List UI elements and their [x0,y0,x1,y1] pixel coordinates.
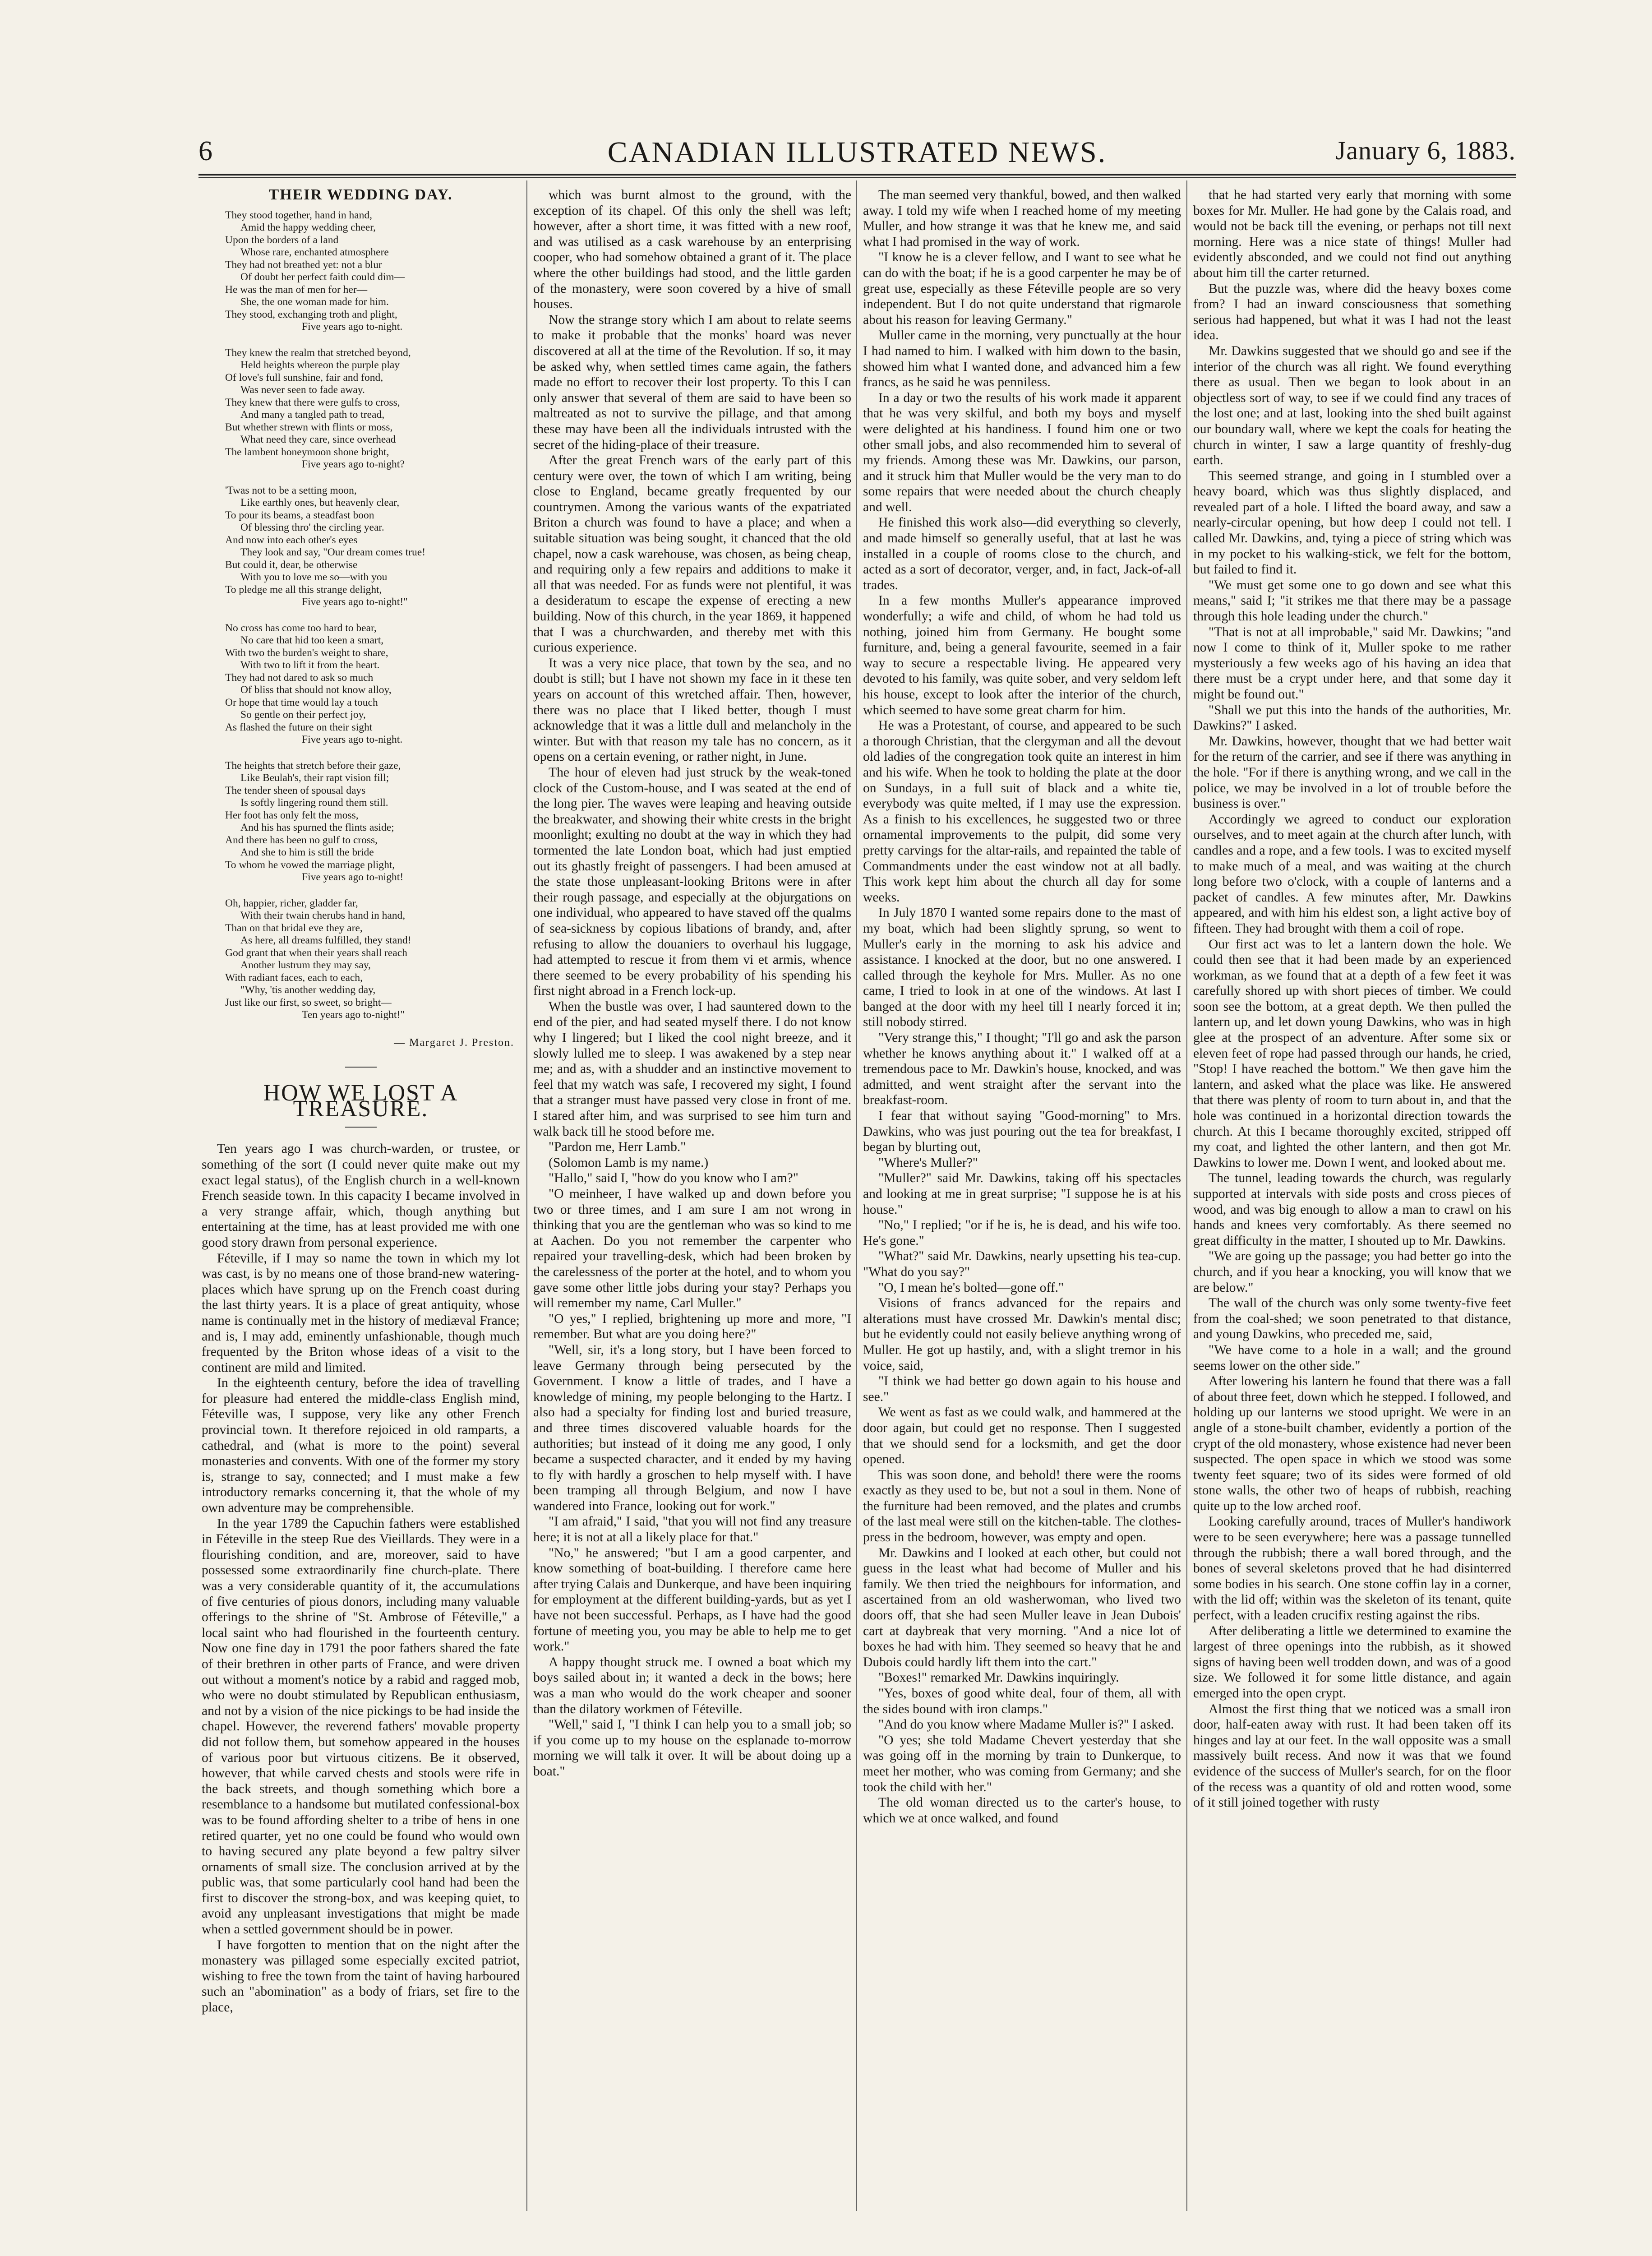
poem-line: Was never seen to fade away. [240,384,365,396]
story-paragraph: "Shall we put this into the hands of the authorities, Mr. Dawkins?" I asked. [1193,703,1511,733]
poem-line: And many a tangled path to tread, [240,409,385,421]
poem-line: The heights that stretch before their gaze, [225,759,401,772]
column-divider [526,180,527,2211]
story-paragraph: Accordingly we agreed to conduct our exploration ourselves, and to meet again at the church after lunch, with candles and a rope, and a few tools. I was to excited myself to make much of a meal, and was waiting at the church long before two o'clock, with a couple of lanterns and a packet of candles. A few minutes after, Mr. Dawkins appeared, and with him his eldest son, a light active boy of fifteen. They had brought with them a coil of rope. [1193,812,1511,936]
story-paragraph: This seemed strange, and going in I stumbled over a heavy board, which was thus slightly displaced, and revealed part of a hole. I lifted the board away, and saw a nearly-circular opening, but how deep I could not tell. I called Mr. Dawkins, and, tying a piece of string which was in my pocket to his walking-stick, we felt for the bottom, but failed to find it. [1193,468,1511,577]
story-paragraph: "We must get some one to go down and see what this means," said I; "it strikes me that there may be a passage through this hole leading under the church." [1193,578,1511,624]
story-paragraph: "Muller?" said Mr. Dawkins, taking off his spectacles and looking at me in great surprise; "I suppose he is at his house." [863,1171,1181,1217]
story-paragraph: Looking carefully around, traces of Muller's handiwork were to be seen everywhere; here was a passage tunnelled through the rubbish; there a wall bored through, and the bones of several skeletons proved that he had disinterred some bodies in his search. One stone coffin lay in a corner, with the lid off; within was the skeleton of its tenant, quite perfect, with a leaden crucifix resting against the ribs. [1193,1514,1511,1623]
poem-line: What need they care, since overhead [240,434,396,446]
story-paragraph: "Very strange this," I thought; "I'll go and ask the parson whether he knows anything about it." I walked off at a tremendous pace to Mr. Dawkin's house, knocked, and was admitted, and went straight after the servant into the breakfast-room. [863,1031,1181,1108]
poem-line: Whose rare, enchanted atmosphere [240,246,389,259]
poem-line: As here, all dreams fulfilled, they stand! [240,934,411,947]
poem-line: Or hope that time would lay a touch [225,696,378,708]
story-title: HOW WE LOST A TREASURE. [263,1080,458,1122]
story-paragraph: (Solomon Lamb is my name.) [549,1155,709,1170]
poem-author: — Margaret J. Preston. [394,1036,514,1049]
page-header [198,135,1516,176]
story-paragraph: The tunnel, leading towards the church, was regularly supported at intervals with side posts and cross pieces of wood, and was big enough to allow a man to crawl on his hands and knees very comfortably. As there seemed no great difficulty in the matter, I shouted up to Mr. Dawkins. [1193,1171,1511,1248]
story-paragraph: After the great French wars of the early part of this century were over, the town of which I am writing, being close to England, became greatly frequented by our countrymen. Among the various wants of the expatriated Briton a church was found to have a place; and when a suitable situation was being sought, it chanced that the old chapel, now a cask warehouse, was chosen, as being cheap, and requiring only a few repairs and additions to make it all that was needed. For as funds were not plentiful, it was a desideratum to escape the expense of erecting a new building. Now of this church, in the year 1869, it happened that I was a churchwarden, and thereby met with this curious experience. [533,453,851,655]
poem-line: Her foot has only felt the moss, [225,809,359,821]
poem-line: With two the burden's weight to share, [225,647,388,659]
poem-line: Of love's full sunshine, fair and fond, [225,371,383,384]
poem-line: Amid the happy wedding cheer, [240,222,376,234]
story-paragraph: The man seemed very thankful, bowed, and then walked away. I told my wife when I reached home of my meeting Muller, and how strange it was that he knew me, and said what I had promised in the way of work. [863,188,1181,249]
story-paragraph: "We have come to a hole in a wall; and the ground seems lower on the other side." [1193,1342,1511,1373]
poem-line: The tender sheen of spousal days [225,784,366,796]
poem-line: They stood, exchanging troth and plight, [225,308,397,320]
poem-line: And she to him is still the bride [240,846,374,859]
story-text-col4 [1193,187,1511,1811]
poem-line: To pledge me all this strange delight, [225,583,382,596]
story-text-col1 [202,1141,520,2015]
poem-line: Upon the borders of a land [225,234,339,246]
poem-line: They look and say, "Our dream comes true! [240,546,426,559]
header-rule [198,174,1516,176]
poem-line: With two to lift it from the heart. [240,659,380,671]
story-text-col3 [863,187,1181,1826]
poem-line: With you to love me so—with you [240,571,388,583]
story-paragraph: I have forgotten to mention that on the night after the monastery was pillaged some especially excited patriot, wishing to free the town from the taint of having harboured such an "abomination" as a body of friars, set fire to the place, [202,1937,520,2015]
poem-stanza [225,760,520,884]
poem-line: With radiant faces, each to each, [225,971,363,984]
story-paragraph: He finished this work also—did everything so cleverly, and made himself so generally useful, that at last he was installed in a couple of rooms close to the church, and acted as a sort of decorator, verger, and, in fact, Jack-of-all trades. [863,515,1181,592]
column-2 [533,187,851,2204]
page-number: 6 [198,136,212,166]
story-paragraph: "Yes, boxes of good white deal, four of them, all with the sides bound with iron clamps." [863,1686,1181,1716]
poem-line: They knew the realm that stretched beyond, [225,347,411,359]
poem-line: And his has spurned the flints aside; [240,822,394,834]
story-paragraph: "No," he answered; "but I am a good carpenter, and know something of boat-building. I therefore came here after trying Calais and Dunkerque, and have been inquiring for employment at the different building-yards, but as yet I have not been successful. Perhaps, as I have had the good fortune of meeting you, you may be able to help me to get work." [533,1545,851,1654]
story-paragraph: In a day or two the results of his work made it apparent that he was very skilful, and both my boys and myself were delighted at his handiness. I found him one or two other small jobs, and also recommended him to several of my friends. Among these was Mr. Dawkins, our parson, and it struck him that Muller would be the very man to do some repairs that were needed about the church cheaply and well. [863,390,1181,514]
poem-line: Of blessing thro' the circling year. [240,522,384,534]
poem-line: Just like our first, so sweet, so bright— [225,996,392,1008]
story-paragraph: "What?" said Mr. Dawkins, nearly upsetting his tea-cup. "What do you say?" [863,1249,1181,1279]
poem-line: They knew that there were gulfs to cross, [225,396,400,408]
story-paragraph: Now the strange story which I am about to relate seems to make it probable that the monks' hoard was never discovered at all at the time of the Revolution. If so, it may be asked why, when settled times came again, the fathers made no effort to recover their lost property. To this I can only answer that several of them are said to have been so maltreated as not to survive the pillage, and that among these may have been all the individuals intrusted with the secret of the hiding-place of their treasure. [533,312,851,452]
poem-line: Five years ago to-night! [302,871,404,883]
story-paragraph: "I am afraid," I said, "that you will not find any treasure here; it is not at all a likely place for that." [533,1514,851,1545]
poem-line: Five years ago to-night. [302,321,403,333]
story-paragraph: Our first act was to let a lantern down the hole. We could then see that it had been made by an experienced workman, as we found that at a depth of a few feet it was carefully shored up with short pieces of timber. We could soon see the bottom, at a great depth. We then pulled the lantern up, and let down young Dawkins, who was in high glee at the prospect of an adventure. After some six or eleven feet of rope had passed through our hands, he cried, "Stop! I have reached the bottom." We then gave him the lantern, and asked what the place was like. He answered that there was plenty of room to turn about in, and that the hole was continued in a horizontal direction towards the church. At this I became thoroughly excited, stripped off my coat, and lighted the other lantern, and then got Mr. Dawkins to lower me. Down I went, and looked about me. [1193,937,1511,1170]
story-paragraph: "That is not at all improbable," said Mr. Dawkins; "and now I come to think of it, Muller spoke to me rather mysteriously a few weeks ago of his having an idea that there must be a crypt under here, and that some day it might be found out." [1193,624,1511,702]
poem-line: As flashed the future on their sight [225,721,373,733]
poem-line: Of bliss that should not know alloy, [240,684,392,696]
story-paragraph: "Well, sir, it's a long story, but I have been forced to leave Germany through being persecuted by the Government. I know a little of trades, and I have a knowledge of mining, my people belonging to the Hartz. I also had a specialty for finding lost and buried treasure, and three times discovered valuable hoards for the authorities; but instead of it doing me any good, I only became a suspected character, and it ended by my having to fly with hardly a groschen to help myself with. I have been tramping all through Belgium, and now I have wandered into France, looking out for work." [533,1342,851,1513]
story-paragraph: The hour of eleven had just struck by the weak-toned clock of the Custom-house, and I was seated at the end of the long pier. The waves were leaping and heaving outside the breakwater, and showing their white crests in the bright moonlight; exulting no doubt at the way in which they had tormented the late London boat, which had just emptied out its ghastly freight of passengers. I had been amused at the state those unpleasant-looking Britons were in after their rough passage, and especially at the objurgations on one individual, who appeared to have staved off the qualms of sea-sickness by copious libations of brandy, and, after refusing to allow the douaniers to overhaul his luggage, had attempted to rescue it from them vi et armis, whence there seemed to be every probability of his spending his first night abroad in a French lock-up. [533,765,851,999]
poem-stanza [225,209,520,333]
section-divider [345,1067,377,1068]
poem-line: No care that hid too keen a smart, [240,634,384,647]
masthead-title: CANADIAN ILLUSTRATED NEWS. [607,136,1107,169]
story-paragraph: Ten years ago I was church-warden, or trustee, or something of the sort (I could never quite make out my exact legal status), of the English church in a well-known French seaside town. In this capacity I became involved in a very strange affair, which, though anything but entertaining at the time, has at least provided me with one good story drawn from personal experience. [202,1142,520,1250]
poem-line: With their twain cherubs hand in hand, [240,910,406,922]
story-paragraph: He was a Protestant, of course, and appeared to be such a thorough Christian, that the clergyman and all the devout old ladies of the congregation took quite an interest in him and his wife. When he took to holding the plate at the door on Sundays, in a full suit of black and a white tie, everybody was quite melted, if I may use the expression. As a finish to his excellences, he suggested two or three ornamental improvements to the pulpit, did some very pretty carvings for the altar-rails, and repainted the table of Commandments under the east window not at all badly. This work kept him about the church all day for some weeks. [863,718,1181,905]
story-paragraph: "And do you know where Madame Muller is?" I asked. [878,1717,1174,1732]
poem-line: Than on that bridal eve they are, [225,922,363,934]
poem-line: And now into each other's eyes [225,534,358,546]
poem-body [202,209,520,1022]
column-1 [202,187,520,2204]
poem-line: But could it, dear, be otherwise [225,559,358,571]
story-paragraph: I fear that without saying "Good-morning" to Mrs. Dawkins, who was just pouring out the tea for breakfast, I began by blurting out, [863,1109,1181,1155]
story-paragraph: In a few months Muller's appearance improved wonderfully; a wife and child, of whom he had told us nothing, joined him from Germany. He bought some furniture, and, being a general favourite, seemed in a fair way to secure a respectable living. He appeared very devoted to his family, was quite sober, and very seldom left his house, except to look after the interior of the church, which seemed to have some great charm for him. [863,593,1181,717]
story-paragraph: After deliberating a little we determined to examine the largest of three openings into the rubbish, as it showed signs of having been well trodden down, and was of a good size. We followed it for some little distance, and again emerged into the open crypt. [1193,1623,1511,1701]
story-paragraph: After lowering his lantern he found that there was a fall of about three feet, down which he stepped. I followed, and holding up our lanterns we stood upright. We were in an angle of a stone-built chamber, evidently a portion of the crypt of the old monastery, whose existence had never been suspected. The open space in which we stood was some twenty feet square; two of its sides were formed of old stone walls, the other two of heaps of rubbish, reaching quite up to the low arched roof. [1193,1374,1511,1513]
poem-stanza [225,347,520,471]
story-paragraph: When the bustle was over, I had sauntered down to the end of the pier, and had seated myself there. I do not know why I lingered; but I liked the cool night breeze, and it slowly lulled me to sleep. I was awakened by a step near me; and as, with a shudder and an instinctive movement to feel that my watch was safe, I recovered my sight, I found that a stranger must have passed very close in front of me. I stared after him, and was surprised to see him turn and walk back till he stood before me. [533,999,851,1139]
poem-line: "Why, 'tis another wedding day, [240,984,376,996]
story-paragraph: It was a very nice place, that town by the sea, and no doubt is still; but I have not shown my face in it these ten years on account of this wretched affair. Then, however, there was no place that I liked better, though I must acknowledge that it was a little dull and melancholy in the winter. But with that reason my tale has no concern, as it opens on a certain evening, or rather night, in June. [533,656,851,764]
story-paragraph: which was burnt almost to the ground, with the exception of its chapel. Of this only the shell was left; however, after a short time, it was fitted with a new roof, and was utilised as a cask warehouse by an enterprising cooper, who had somehow obtained a grant of it. The place where the other buildings had stood, and the little garden of the monastery, were soon covered by a hive of small houses. [533,188,851,312]
poem-stanza [225,622,520,746]
story-paragraph: Mr. Dawkins and I looked at each other, but could not guess in the least what had become of Muller and his family. We then tried the neighbours for information, and ascertained from an old washerwoman, who lived two doors off, that she had seen Muller leave in Jean Dubois' cart at daybreak that very morning. "And a nice lot of boxes he had with him. They seemed so heavy that he and Dubois could hardly lift them into the cart." [863,1545,1181,1669]
poem-stanza [225,485,520,609]
poem-line: Oh, happier, richer, gladder far, [225,897,358,909]
poem-line: Like earthly ones, but heavenly clear, [240,497,400,509]
story-paragraph: Féteville, if I may so name the town in which my lot was cast, is by no means one of those brand-new watering-places which have sprung up on the French coast during the last thirty years. It is a place of great antiquity, whose name is continually met in the history of mediæval France; and is, I may add, eminently unfashionable, though much frequented by the Briton whose ideas of a visit to the continent are mild and limited. [202,1251,520,1375]
poem-line: And there has been no gulf to cross, [225,834,378,846]
poem-line: Five years ago to-night. [302,734,403,746]
story-paragraph: But the puzzle was, where did the heavy boxes come from? I had an inward consciousness that something serious had happened, but what it was I had not the least idea. [1193,281,1511,343]
story-paragraph: Mr. Dawkins suggested that we should go and see if the interior of the church was all right. We found everything there as usual. Then we began to look about in an objectless sort of way, to see if we could find any traces of the lost one; and at last, looking into the shed built against our boundary wall, where we kept the coals for heating the church in winter, I saw a large quantity of freshly-dug earth. [1193,343,1511,468]
poem-line: Five years ago to-night!" [302,596,408,608]
poem-line: The lambent honeymoon shone bright, [225,446,389,458]
poem-stanza [225,897,520,1022]
poem-line: So gentle on their perfect joy, [240,709,366,721]
story-text-col2 [533,187,851,1780]
issue-date: January 6, 1883. [1335,136,1516,165]
story-paragraph: "I think we had better go down again to his house and see." [863,1374,1181,1404]
poem-line: To pour its beams, a steadfast boon [225,509,374,521]
column-4 [1193,187,1511,2204]
story-paragraph: that he had started very early that morning with some boxes for Mr. Muller. He had gone by the Calais road, and would not be back till the evening, or perhaps not till next morning. Here was a nice state of things! Muller had evidently absconded, and we could not find out anything about him till the carter returned. [1193,188,1511,280]
poem-line: No cross has come too hard to bear, [225,622,377,634]
column-3 [863,187,1181,2204]
story-paragraph: Mr. Dawkins, however, thought that we had better wait for the return of the carrier, and see if there was anything in the hole. "For if there is anything wrong, and we call in the police, we may be involved in a lot of trouble before the business is over." [1193,734,1511,811]
story-paragraph: "No," I replied; "or if he is, he is dead, and his wife too. He's gone." [863,1218,1181,1248]
story-paragraph: "O meinheer, I have walked up and down before you two or three times, and I am sure I am not wrong in thinking that you are the gentleman who was so kind to me at Aachen. Do you not remember the carpenter who repaired your travelling-desk, which had been broken by the carelessness of the porter at the hotel, and to whom you gave some other little jobs during your stay? Perhaps you will remember my name, Carl Muller." [533,1187,851,1311]
poem-line: They had not breathed yet: not a blur [225,259,382,271]
title-rule [345,1127,377,1128]
header-rule-thin [198,177,1516,178]
story-paragraph: In July 1870 I wanted some repairs done to the mast of my boat, which had been slightly sprung, so went to Muller's early in the morning to ask his advice and assistance. I knocked at the door, but no one answered. I called through the keyhole for Mrs. Muller. As no one came, I tried to look in at one of the windows. At last I banged at the door with my heel till I nearly forced it in; still nobody stirred. [863,906,1181,1030]
story-paragraph: We went as fast as we could walk, and hammered at the door again, but could get no response. Then I suggested that we should send for a locksmith, and get the door opened. [863,1405,1181,1467]
story-paragraph: "Pardon me, Herr Lamb." [549,1140,686,1155]
story-paragraph: "We are going up the passage; you had better go into the church, and if you hear a knocking, you will know that we are below." [1193,1249,1511,1295]
story-paragraph: Almost the first thing that we noticed was a small iron door, half-eaten away with rust. It had been taken off its hinges and lay at our feet. In the wall opposite was a small massively built recess. And now it was that we found evidence of the success of Muller's search, for on the floor of the recess was a quantity of old and rotten wood, some of it still joined together with rusty [1193,1701,1511,1810]
story-paragraph: In the eighteenth century, before the idea of travelling for pleasure had entered the middle-class English mind, Féteville was, I suppose, very like any other French provincial town. It therefore rejoiced in old ramparts, a cathedral, and (what is more to the point) several monasteries and convents. With one of the former my story is, strange to say, connected; and I must make a few introductory remarks concerning it, that the whole of my own adventure may be comprehensible. [202,1376,520,1516]
story-paragraph: Muller came in the morning, very punctually at the hour I had named to him. I walked with him down to the basin, showed him what I wanted done, and advanced him a few francs, as he said he was penniless. [863,328,1181,390]
poem-line: He was the man of men for her— [225,283,368,296]
story-paragraph: In the year 1789 the Capuchin fathers were established in Féteville in the steep Rue des Vieillards. They were in a flourishing condition, and are, moreover, said to have possessed some extraordinarily fine church-plate. There was a very considerable quantity of it, the accumulations of five centuries of pious donors, including many valuable offerings to the shrine of "St. Ambrose of Féteville," a local saint who had flourished in the fourteenth century. Now one fine day in 1791 the poor fathers shared the fate of their brethren in other parts of France, and were driven out without a moment's notice by a rabid and ragged mob, who were no doubt stimulated by Republican enthusiasm, and not by a vision of the nice pickings to be had inside the chapel. However, the reverend fathers' movable property did not follow them, but somehow appeared in the houses of various poor but virtuous citizens. Be it observed, however, that while carved chests and stools were rife in the back streets, and though something which bore a resemblance to a handsome but mutilated confessional-box was to be found affording shelter to a tribe of hens in one retired quarter, yet no one could be found who would own to having secured any plate beyond a few paltry silver ornaments of small size. The conclusion arrived at by the public was, that some particularly cool hand had been the first to discover the strong-box, and was keeping quiet, to avoid any unpleasant investigations that might be made when a settled government should be in power. [202,1516,520,1937]
poem-line: But whether strewn with flints or moss, [225,421,393,433]
poem-line: They stood together, hand in hand, [225,209,373,221]
poem-line: Five years ago to-night? [302,458,405,471]
story-paragraph: Visions of francs advanced for the repairs and alterations must have crossed Mr. Dawkin's mental disc; but he evidently could not easily believe anything wrong of Muller. He got up hastily, and, with a slight tremor in his voice, said, [863,1296,1181,1373]
poem-line: Is softly lingering round them still. [240,797,388,809]
column-divider [1186,180,1187,2211]
story-paragraph: "Where's Muller?" [878,1155,978,1170]
poem-line: 'Twas not to be a setting moon, [225,484,357,496]
poem-line: Ten years ago to-night!" [302,1009,405,1021]
poem-line: She, the one woman made for him. [240,296,389,308]
poem-line: Like Beulah's, their rapt vision fill; [240,772,389,784]
story-paragraph: This was soon done, and behold! there were the rooms exactly as they used to be, but not a soul in them. None of the furniture had been removed, and the plates and crumbs of the last meal were still on the kitchen-table. The clothes-press in the bedroom, however, was empty and open. [863,1467,1181,1545]
poem-line: Of doubt her perfect faith could dim— [240,271,405,283]
poem-line: They had not dared to ask so much [225,671,374,684]
poem-line: To whom he vowed the marriage plight, [225,859,395,871]
story-paragraph: "Hallo," said I, "how do you know who I am?" [549,1171,798,1186]
story-paragraph: "O yes," I replied, brightening up more and more, "I remember. But what are you doing here?" [533,1311,851,1342]
story-paragraph: "Well," said I, "I think I can help you to a small job; so if you come up to my house on the esplanade to-morrow morning we will talk it over. It will be about doing up a boat." [533,1717,851,1779]
story-paragraph: "I know he is a clever fellow, and I want to see what he can do with the boat; if he is a good carpenter he may be of great use, especially as these Féteville people are so very independent. But I do not quite understand that rigmarole about his reason for leaving Germany." [863,250,1181,327]
story-paragraph: The wall of the church was only some twenty-five feet from the coal-shed; we soon penetrated to that distance, and young Dawkins, who preceded me, said, [1193,1296,1511,1342]
column-divider [856,180,857,2211]
poem-title: THEIR WEDDING DAY. [268,187,453,203]
poem-line: Held heights whereon the purple play [240,359,400,371]
story-paragraph: "O, I mean he's bolted—gone off." [878,1280,1064,1295]
story-paragraph: The old woman directed us to the carter's house, to which we at once walked, and found [863,1795,1181,1826]
poem-line: Another lustrum they may say, [240,959,371,971]
story-paragraph: "O yes; she told Madame Chevert yesterday that she was going off in the morning by train to Dunkerque, to meet her mother, who was coming from Germany; and she took the child with her." [863,1733,1181,1794]
poem-line: God grant that when their years shall reach [225,947,407,959]
story-paragraph: "Boxes!" remarked Mr. Dawkins inquiringly. [878,1670,1119,1685]
story-paragraph: A happy thought struck me. I owned a boat which my boys sailed about in; it wanted a deck in the bows; here was a man who would do the work cheaper and sooner than the dilatory workmen of Féteville. [533,1655,851,1716]
